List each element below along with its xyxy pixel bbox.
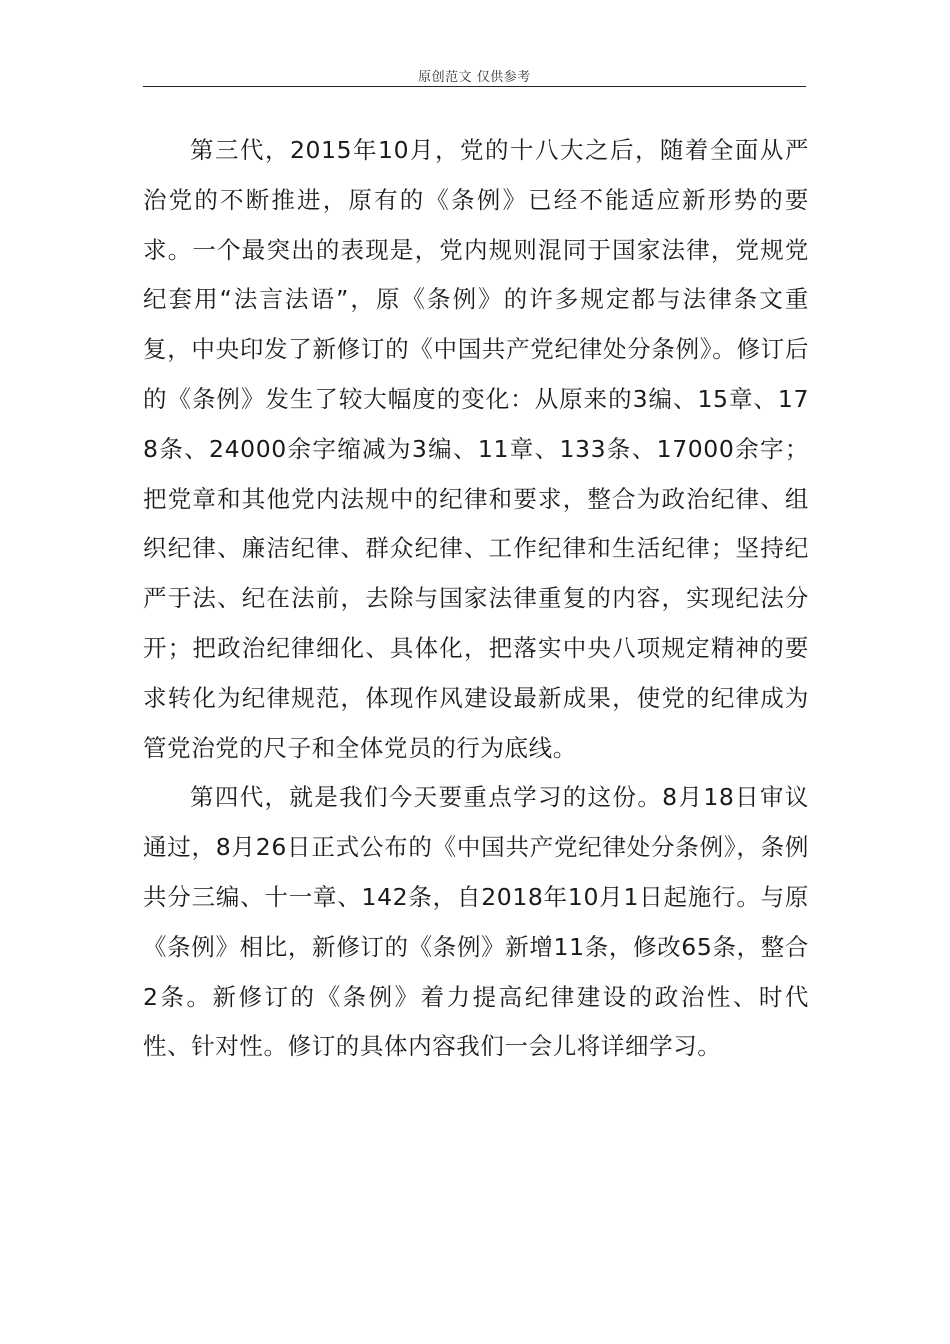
paragraph-third-generation: 第三代，2015年10月，党的十八大之后，随着全面从严治党的不断推进，原有的《条例》已经不能适应新形势的要求。一个最突出的表现是，党内规则混同于国家法律，党规党纪套用“法言法语”，原《条例》的许多规定都与法律条文重复，中央印发了新修订的《中国共产党纪律处分条例》。修订后的《条例》发生了较大幅度的变化：从原来的3编、15章、178条、24000余字缩减为3编、11章、133条、17000余字；把党章和其他党内法规中的纪律和要求，整合为政治纪律、组织纪律、廉洁纪律、群众纪律、工作纪律和生活纪律；坚持纪严于法、纪在法前，去除与国家法律重复的内容，实现纪法分开；把政治纪律细化、具体化，把落实中央八项规定精神的要求转化为纪律规范，体现作风建设最新成果，使党的纪律成为管党治党的尺子和全体党员的行为底线。	[143, 136, 809, 762]
document-body	[143, 126, 809, 1072]
page-header	[143, 64, 806, 87]
header-text: 原创范文 仅供参考	[418, 70, 531, 85]
paragraph-fourth-generation: 第四代，就是我们今天要重点学习的这份。8月18日审议通过，8月26日正式公布的《中国共产党纪律处分条例》，条例共分三编、十一章、142条，自2018年10月1日起施行。与原《条例》相比，新修订的《条例》新增11条，修改65条，整合2条。新修订的《条例》着力提高纪律建设的政治性、时代性、针对性。修订的具体内容我们一会儿将详细学习。	[143, 783, 809, 1061]
